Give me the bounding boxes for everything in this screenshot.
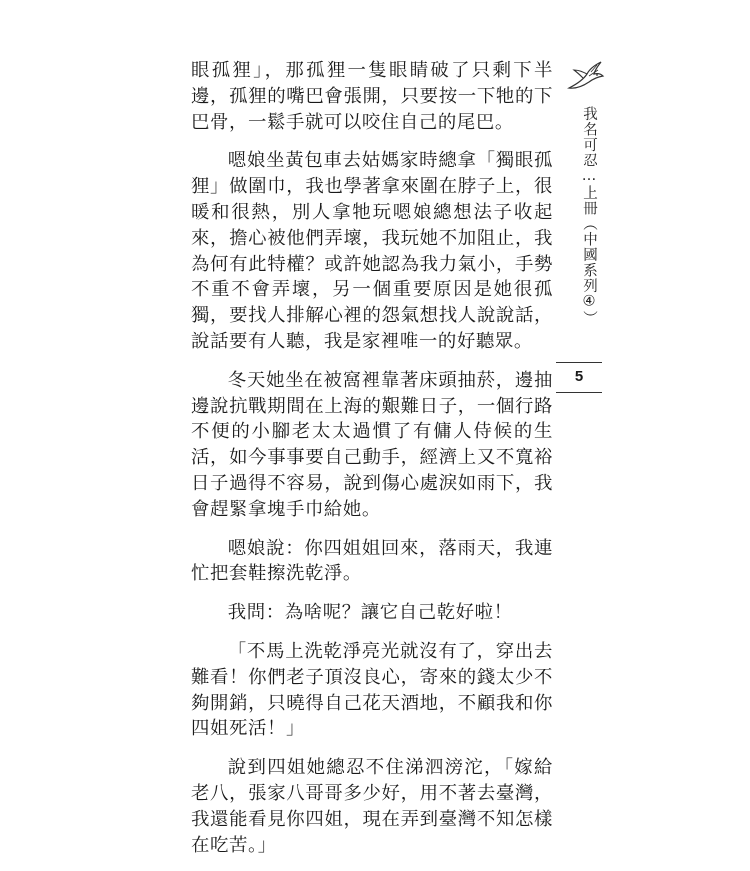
paragraph: 嗯娘坐黃包車去姑媽家時總拿「獨眼孤狸」做圍巾，我也學著拿來圍在脖子上，很暖和很熱，別人拿牠玩嗯娘總想法子收起來，擔心被他們弄壞，我玩她不加阻止，我為何有此特權？或許她認為我力氣小，手勢不重不會弄壞，另一個重要原因是她很孤獨，要找人排解心裡的怨氣想找人說說話，說話要有人聽，我是家裡唯一的好聽眾。 xyxy=(191,150,553,352)
paragraph: 眼孤狸」，那孤狸一隻眼睛破了只剩下半邊，孤狸的嘴巴會張開，只要按一下牠的下巴骨，一鬆手就可以咬住自己的尾巴。 xyxy=(191,60,553,133)
bird-ornament-icon xyxy=(567,58,605,94)
paragraph: 冬天她坐在被窩裡靠著床頭抽菸，邊抽邊說抗戰期間在上海的艱難日子，一個行路不便的小腳老太太過慣了有傭人侍候的生活，如今事事要自己動手，經濟上又不寬裕日子過得不容易，說到傷心處淚如雨下，我會趕緊拿塊手巾給她。 xyxy=(191,369,553,520)
paragraph: 我問：為啥呢？讓它自己乾好啦！ xyxy=(227,602,513,624)
page-number: 5 xyxy=(574,368,584,385)
divider xyxy=(556,362,602,363)
paragraph: 嗯娘說：你四姐姐回來，落雨天，我連忙把套鞋擦洗乾淨。 xyxy=(191,537,553,585)
paragraph: 說到四姐她總忍不住涕泗滂沱，「嫁給老八，張家八哥哥多少好，用不著去臺灣，我還能看見你四姐，現在弄到臺灣不知怎樣在吃苦。」 xyxy=(191,757,553,856)
paragraph: 「不馬上洗乾淨亮光就沒有了，穿出去難看！你們老子頂沒良心，寄來的錢太少不夠開銷，只曉得自己花天酒地，不顧我和你四姐死活！」 xyxy=(191,640,553,740)
running-header: 我名可忍…上冊（中國系列④） xyxy=(581,106,597,326)
body-text xyxy=(191,58,553,871)
divider xyxy=(556,392,602,393)
